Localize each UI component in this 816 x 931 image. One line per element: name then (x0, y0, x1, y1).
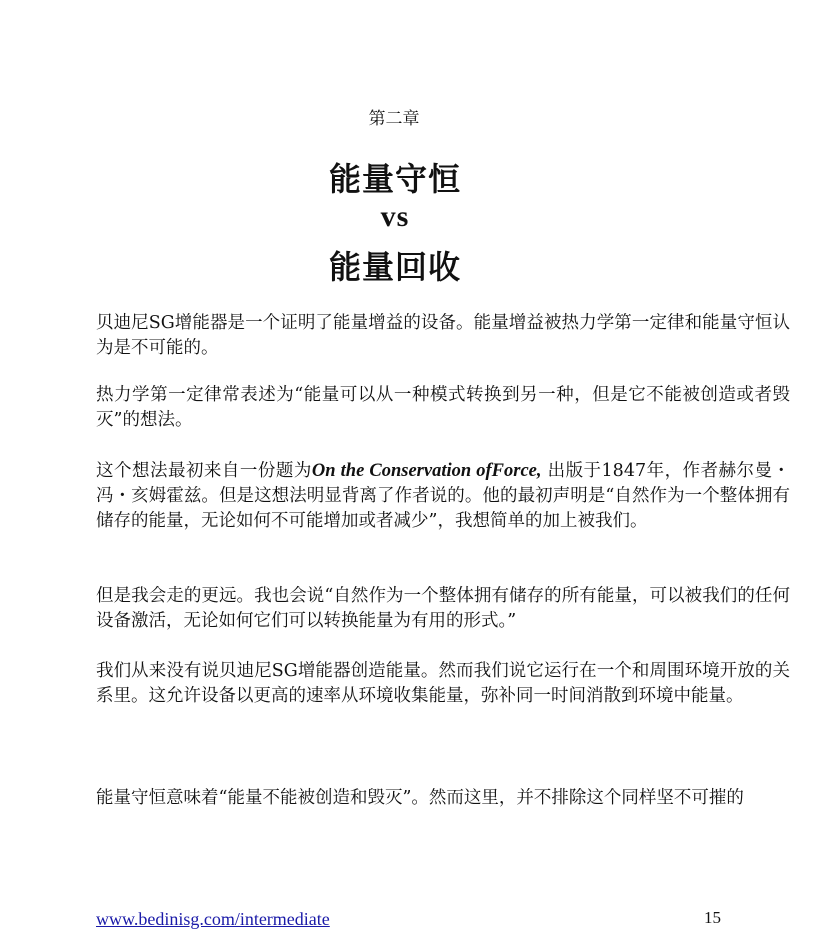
title-line-vs: vs (380, 200, 410, 233)
paragraph-2: 热力学第一定律常表述为“能量可以从一种模式转换到另一种，但是它不能被创造或者毁灭”的想法。 (96, 385, 790, 430)
paragraph-1: 贝迪尼SG增能器是一个证明了能量增益的设备。能量增益被热力学第一定律和能量守恒认为是不可能的。 (96, 313, 790, 358)
page-number: 15 (704, 908, 721, 927)
paragraph-3-intro: 这个想法最初来自一份题为 (96, 461, 312, 481)
footer-website-link[interactable]: www.bedinisg.com/intermediate (96, 909, 330, 929)
paragraph-3-rest: 出版于1847年，作者赫尔曼・冯・亥姆霍兹。但是这想法明显背离了作者说的。他的最初声明是“自然作为一个整体拥有储存的能量，无论如何不可能增加或者减少”，我想简单的加上被我们。 (96, 461, 790, 531)
chapter-label: 第二章 (368, 109, 420, 129)
paragraph-6: 能量守恒意味着“能量不能被创造和毁灭”。然而这里，并不排除这个同样坚不可摧的 (96, 788, 744, 808)
title-line-2: 能量回收 (328, 248, 461, 286)
paragraph-5: 我们从来没有说贝迪尼SG增能器创造能量。然而我们说它运行在一个和周围环境开放的关系里。这允许设备以更高的速率从环境收集能量，弥补同一时间消散到环境中能量。 (96, 661, 790, 706)
paragraph-4: 但是我会走的更远。我也会说“自然作为一个整体拥有储存的所有能量，可以被我们的任何设备激活，无论如何它们可以转换能量为有用的形式。” (96, 586, 790, 631)
paragraph-3 (96, 459, 790, 534)
title-line-1: 能量守恒 (328, 160, 461, 198)
book-title: On the Conservation ofForce, (311, 461, 542, 481)
